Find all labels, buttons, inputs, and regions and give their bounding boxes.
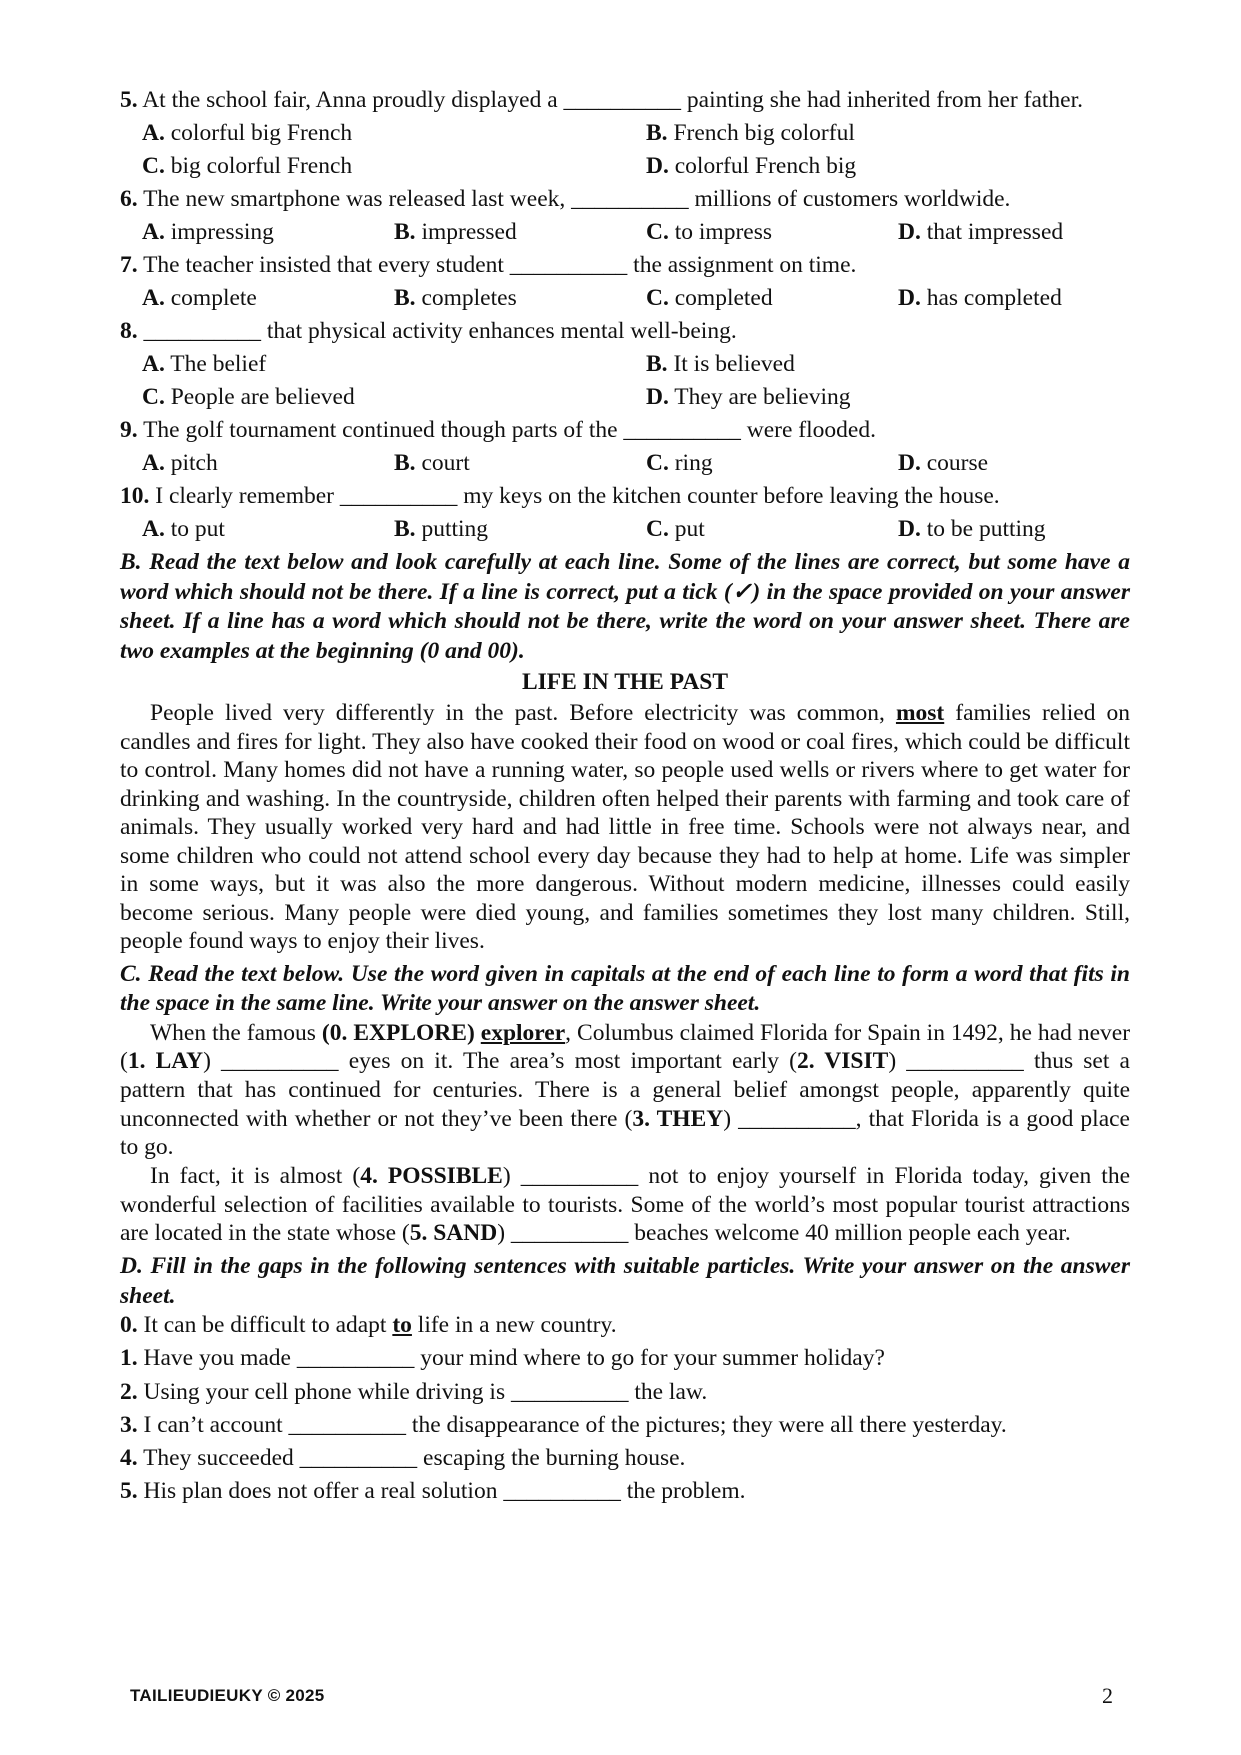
list-item: 4. They succeeded __________ escaping the burning house. (120, 1444, 686, 1471)
options-row (142, 218, 1130, 247)
option-d: D. has completed (898, 285, 1062, 311)
list-item: 1. Have you made __________ your mind where to go for your summer holiday? (120, 1345, 885, 1372)
option-c: C. People are believed (142, 384, 355, 410)
option-b: B. putting (394, 516, 489, 542)
list-item: 5. His plan does not offer a real solution __________ the problem. (120, 1478, 746, 1505)
question-7: 7. The teacher insisted that every student __________ the assignment on time. (120, 252, 857, 278)
options-row (142, 284, 1130, 313)
option-a: A. colorful big French (142, 120, 353, 146)
question-5 (120, 86, 1130, 115)
option-d: D. colorful French big (646, 153, 857, 179)
question-stem: At the school fair, Anna proudly displayed a __________ painting she had inherited from her father. (137, 87, 1083, 113)
section-d-instruction: D. Fill in the gaps in the following sentences with suitable particles. Write your answer on the answer sheet. (120, 1253, 1130, 1309)
example-word: most (895, 700, 945, 726)
section-b-instruction: B. Read the text below and look carefully at each line. Some of the lines are correct, but some have a word which should not be there. If a line is correct, put a tick (✓) in the space provided on your answer sheet. If a line has a word which should not be there, write the word on your answer sheet. There are two examples at the beginning (0 and 00). (120, 549, 1130, 664)
question-number: 5. (120, 87, 138, 113)
option-b: B. It is believed (646, 351, 795, 377)
list-item: 0. It can be difficult to adapt to life in a new country. (120, 1312, 617, 1339)
example-answer: explorer (480, 1019, 566, 1046)
option-c: C. ring (646, 450, 713, 476)
list-item: 3. I can’t account __________ the disappearance of the pictures; they were all there yesterday. (120, 1411, 1007, 1438)
question-9: 9. The golf tournament continued though parts of the __________ were flooded. (120, 417, 876, 443)
options-row (142, 152, 1130, 181)
options-row (142, 515, 1130, 544)
word-formation-paragraph-1: When the famous (0. EXPLORE) explorer, Columbus claimed Florida for Spain in 1492, he had never (1. LAY) __________ eyes on it. The area’s most important early (2. VISIT) __________ thus set a pattern that has continued for centuries. There is a general belief amongst people, apparently quite unconnected with whether or not they’ve been there (3. THEY) __________, that Florida is a good place to go. (120, 1019, 1131, 1161)
word-formation-paragraph-2: In fact, it is almost (4. POSSIBLE) __________ not to enjoy yourself in Florida today, given the wonderful selection of facilities available to tourists. Some of the world’s most popular tourist attractions are located in the state whose (5. SAND) __________ beaches welcome 40 million people each year. (120, 1163, 1130, 1247)
question-8: 8. __________ that physical activity enhances mental well-being. (120, 318, 737, 344)
option-a: A. The belief (142, 351, 267, 377)
page-number: 2 (1102, 1683, 1113, 1708)
option-b: B. impressed (394, 219, 517, 245)
option-d: D. course (898, 450, 989, 476)
passage-life-in-the-past: People lived very differently in the past. Before electricity was common, most families relied on candles and fires for light. They also have cooked their food on wood or coal fires, which could be difficult to control. Many homes did not have a running water, so people used wells or rivers where to get water for drinking and washing. In the countryside, children often helped their parents with farming and took care of animals. They usually worked very hard and had little in free time. Schools were not always near, and some children who could not attend school every day because they had to help at home. Life was simpler in some ways, but it was also the more dangerous. Without modern medicine, illnesses could easily become serious. Many people were died young, and families sometimes they lost many children. Still, people found ways to enjoy their lives. (120, 700, 1130, 954)
option-d: D. to be putting (898, 516, 1046, 542)
question-10: 10. I clearly remember __________ my keys on the kitchen counter before leaving the house. (120, 483, 1000, 509)
worksheet-page (120, 86, 1130, 1510)
option-c: C. big colorful French (142, 153, 353, 179)
options-row (142, 449, 1130, 478)
particles-list (120, 1311, 1130, 1507)
option-a: A. impressing (142, 219, 274, 245)
option-a: A. complete (142, 285, 257, 311)
option-a: A. pitch (142, 450, 218, 476)
option-c: C. put (646, 516, 705, 542)
option-c: C. completed (646, 285, 773, 311)
options-row (142, 119, 1130, 148)
example-answer: to (392, 1312, 412, 1339)
option-d: D. They are believing (646, 384, 851, 410)
section-c-instruction: C. Read the text below. Use the word given in capitals at the end of each line to form a word that fits in the space in the same line. Write your answer on the answer sheet. (120, 960, 1130, 1016)
option-b: B. completes (394, 285, 517, 311)
passage-title: LIFE IN THE PAST (521, 669, 729, 695)
option-b: B. French big colorful (646, 120, 855, 146)
option-b: B. court (394, 450, 470, 476)
question-6: 6. The new smartphone was released last week, __________ millions of customers worldwide. (120, 186, 1011, 212)
option-d: D. that impressed (898, 219, 1064, 245)
footer-brand: TAILIEUDIEUKY © 2025 (130, 1686, 325, 1705)
options-row (142, 350, 1130, 379)
option-c: C. to impress (646, 219, 772, 245)
option-a: A. to put (142, 516, 225, 542)
options-row (142, 383, 1130, 412)
list-item: 2. Using your cell phone while driving is __________ the law. (120, 1378, 708, 1405)
